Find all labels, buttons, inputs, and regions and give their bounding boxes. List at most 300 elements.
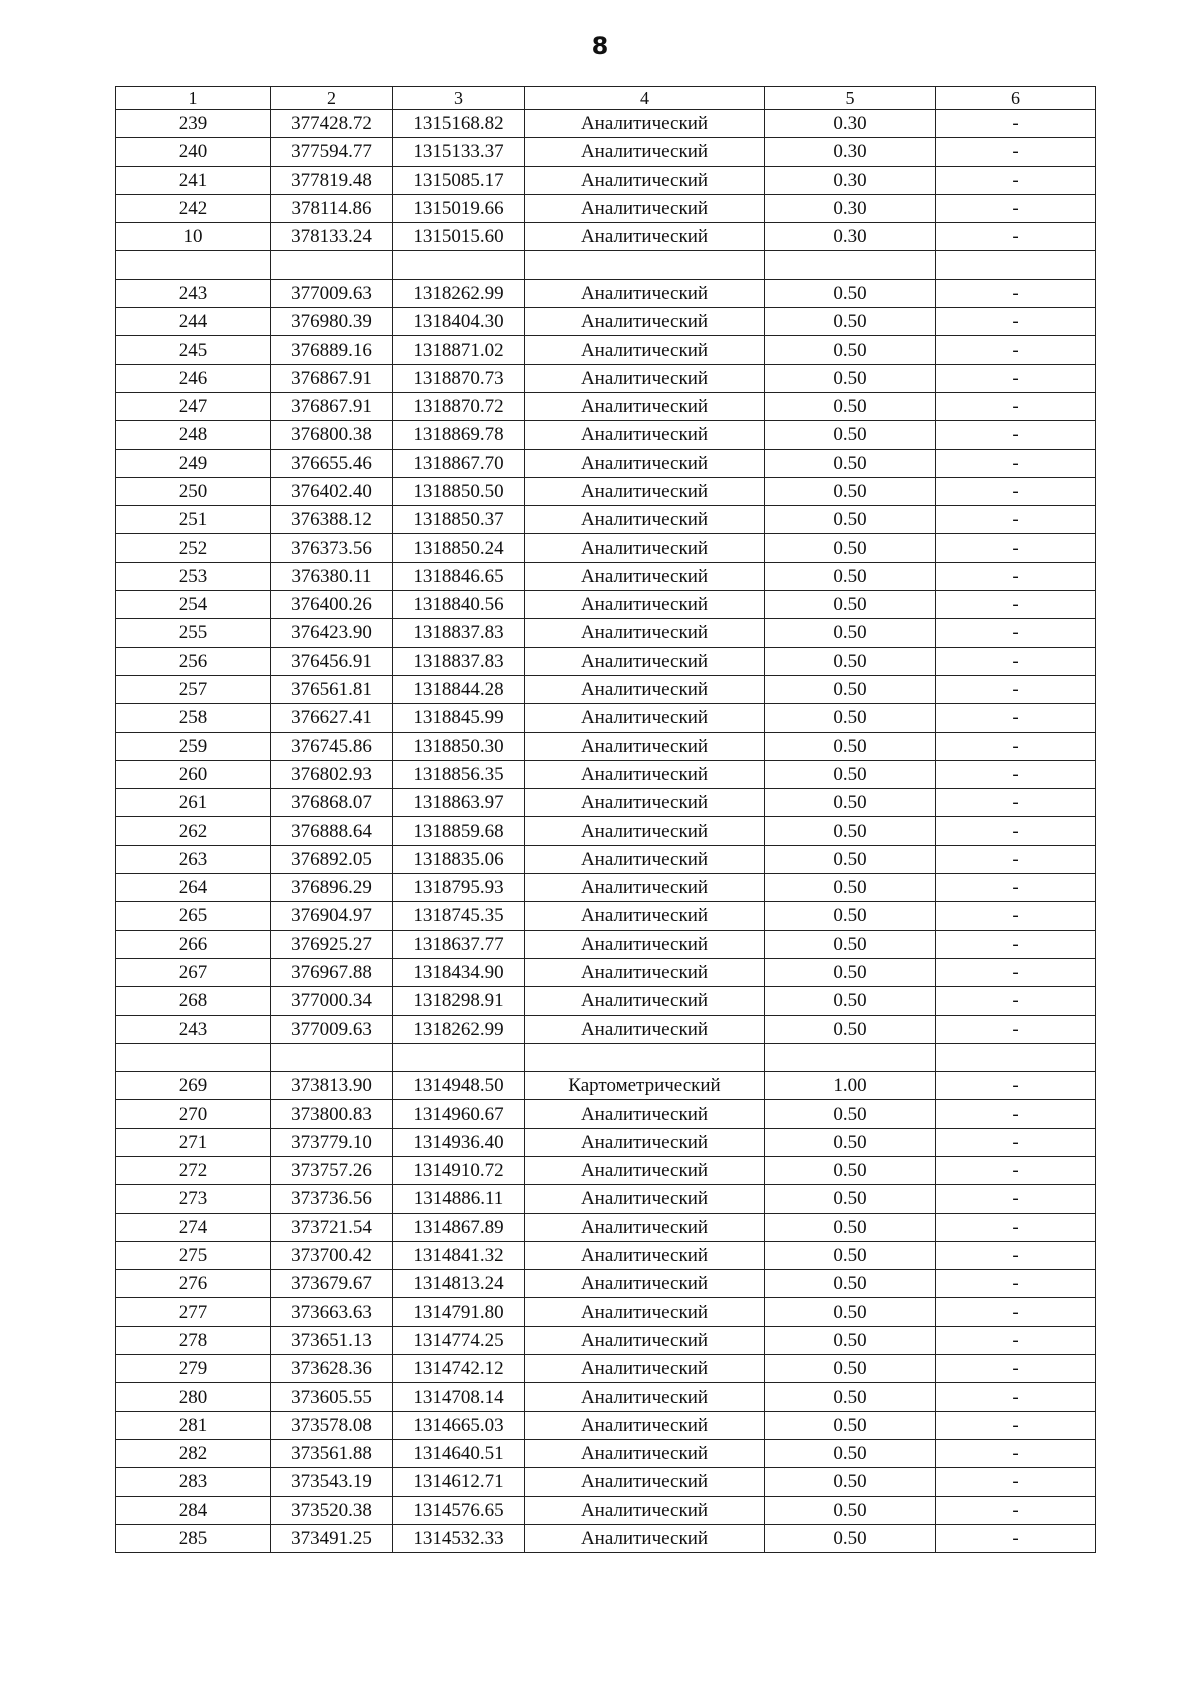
cell-coord-x: 376402.40 [271, 477, 393, 505]
cell-point-number: 281 [116, 1411, 271, 1439]
cell-point-number: 243 [116, 279, 271, 307]
cell-coord-y: 1314791.80 [393, 1298, 525, 1326]
table-row [116, 1355, 1096, 1383]
cell-coord-x: 376889.16 [271, 336, 393, 364]
cell-accuracy: 0.50 [765, 675, 936, 703]
cell-coord-y: 1314910.72 [393, 1156, 525, 1184]
cell-accuracy: 0.50 [765, 279, 936, 307]
cell-accuracy: 0.50 [765, 845, 936, 873]
cell-coord-y: 1314742.12 [393, 1355, 525, 1383]
table-row [116, 902, 1096, 930]
cell-note: - [936, 534, 1096, 562]
cell-method: Аналитический [525, 1439, 765, 1467]
cell-accuracy: 0.50 [765, 817, 936, 845]
cell-point-number: 278 [116, 1326, 271, 1354]
cell-coord-x: 373736.56 [271, 1185, 393, 1213]
page-number: 8 [591, 32, 609, 60]
cell-coord-x: 373543.19 [271, 1468, 393, 1496]
cell-method: Аналитический [525, 534, 765, 562]
cell-point-number: 251 [116, 506, 271, 534]
cell-accuracy: 0.50 [765, 534, 936, 562]
cell-coord-x: 376423.90 [271, 619, 393, 647]
cell-coord-y: 1318859.68 [393, 817, 525, 845]
table-row [116, 1496, 1096, 1524]
cell-point-number: 241 [116, 166, 271, 194]
table-row [116, 166, 1096, 194]
cell-coord-x: 376925.27 [271, 930, 393, 958]
cell-method: Аналитический [525, 223, 765, 251]
cell-note: - [936, 336, 1096, 364]
cell-note: - [936, 477, 1096, 505]
cell-coord-y: 1314640.51 [393, 1439, 525, 1467]
cell-accuracy: 0.30 [765, 110, 936, 138]
table-row [116, 874, 1096, 902]
cell-point-number: 240 [116, 138, 271, 166]
cell-coord-x: 378133.24 [271, 223, 393, 251]
cell-method: Аналитический [525, 1355, 765, 1383]
cell-accuracy: 0.50 [765, 930, 936, 958]
cell-coord-y: 1314936.40 [393, 1128, 525, 1156]
cell-coord-y: 1314576.65 [393, 1496, 525, 1524]
cell-coord-x: 376655.46 [271, 449, 393, 477]
cell-accuracy: 0.50 [765, 1468, 936, 1496]
cell-point-number: 239 [116, 110, 271, 138]
cell-coord-y: 1318837.83 [393, 647, 525, 675]
cell-coord-x: 373757.26 [271, 1156, 393, 1184]
cell-note: - [936, 845, 1096, 873]
cell-coord-x [271, 251, 393, 279]
cell-note: - [936, 506, 1096, 534]
cell-coord-y: 1318298.91 [393, 987, 525, 1015]
cell-accuracy: 0.50 [765, 336, 936, 364]
cell-note: - [936, 817, 1096, 845]
cell-coord-x: 376896.29 [271, 874, 393, 902]
cell-note: - [936, 1156, 1096, 1184]
cell-coord-y: 1318434.90 [393, 958, 525, 986]
header-col-1: 1 [116, 87, 271, 110]
cell-note: - [936, 1524, 1096, 1552]
cell-coord-y [393, 1043, 525, 1071]
cell-coord-y: 1318863.97 [393, 789, 525, 817]
cell-coord-y: 1318745.35 [393, 902, 525, 930]
table-row [116, 958, 1096, 986]
cell-coord-x: 377819.48 [271, 166, 393, 194]
cell-note [936, 251, 1096, 279]
header-col-2: 2 [271, 87, 393, 110]
cell-point-number: 244 [116, 308, 271, 336]
table-row [116, 477, 1096, 505]
table-row [116, 591, 1096, 619]
cell-note: - [936, 704, 1096, 732]
cell-note: - [936, 619, 1096, 647]
cell-note: - [936, 958, 1096, 986]
table-row [116, 1298, 1096, 1326]
cell-method: Аналитический [525, 1270, 765, 1298]
cell-coord-x: 376904.97 [271, 902, 393, 930]
table-header-row [116, 87, 1096, 110]
cell-note: - [936, 138, 1096, 166]
cell-accuracy: 0.50 [765, 1156, 936, 1184]
cell-coord-x: 373721.54 [271, 1213, 393, 1241]
cell-accuracy: 0.50 [765, 1524, 936, 1552]
table-row [116, 1015, 1096, 1043]
cell-coord-x [271, 1043, 393, 1071]
cell-accuracy: 0.50 [765, 647, 936, 675]
cell-point-number: 253 [116, 562, 271, 590]
cell-method: Аналитический [525, 958, 765, 986]
cell-coord-x: 376967.88 [271, 958, 393, 986]
cell-coord-y: 1314813.24 [393, 1270, 525, 1298]
cell-method: Аналитический [525, 1524, 765, 1552]
table-row [116, 1270, 1096, 1298]
cell-note: - [936, 1185, 1096, 1213]
cell-method: Аналитический [525, 1298, 765, 1326]
cell-point-number: 252 [116, 534, 271, 562]
cell-coord-x: 373700.42 [271, 1241, 393, 1269]
table-row [116, 1185, 1096, 1213]
cell-method: Аналитический [525, 506, 765, 534]
cell-coord-y: 1315085.17 [393, 166, 525, 194]
cell-coord-y: 1318837.83 [393, 619, 525, 647]
cell-point-number: 274 [116, 1213, 271, 1241]
cell-coord-y: 1314532.33 [393, 1524, 525, 1552]
cell-point-number: 275 [116, 1241, 271, 1269]
cell-coord-y: 1314886.11 [393, 1185, 525, 1213]
table-row [116, 619, 1096, 647]
cell-note: - [936, 1298, 1096, 1326]
cell-method [525, 251, 765, 279]
cell-accuracy: 0.50 [765, 874, 936, 902]
table-row [116, 1468, 1096, 1496]
cell-method: Аналитический [525, 675, 765, 703]
cell-coord-x: 376745.86 [271, 732, 393, 760]
cell-coord-y: 1315133.37 [393, 138, 525, 166]
header-col-4: 4 [525, 87, 765, 110]
cell-coord-y: 1318850.37 [393, 506, 525, 534]
cell-coord-x: 373679.67 [271, 1270, 393, 1298]
table-row [116, 760, 1096, 788]
cell-coord-y: 1315019.66 [393, 194, 525, 222]
cell-accuracy: 0.50 [765, 562, 936, 590]
cell-point-number [116, 1043, 271, 1071]
table-row [116, 987, 1096, 1015]
cell-point-number: 249 [116, 449, 271, 477]
cell-note: - [936, 789, 1096, 817]
cell-method: Аналитический [525, 930, 765, 958]
table-row [116, 534, 1096, 562]
cell-accuracy: 0.50 [765, 449, 936, 477]
table-body [116, 110, 1096, 1553]
cell-coord-x: 376380.11 [271, 562, 393, 590]
cell-method: Аналитический [525, 308, 765, 336]
cell-coord-y: 1318846.65 [393, 562, 525, 590]
cell-point-number: 282 [116, 1439, 271, 1467]
cell-method: Аналитический [525, 449, 765, 477]
cell-coord-x: 376868.07 [271, 789, 393, 817]
cell-note: - [936, 1439, 1096, 1467]
cell-point-number: 258 [116, 704, 271, 732]
cell-accuracy: 0.30 [765, 223, 936, 251]
cell-note: - [936, 223, 1096, 251]
cell-method: Аналитический [525, 732, 765, 760]
cell-note: - [936, 194, 1096, 222]
table-row [116, 110, 1096, 138]
cell-accuracy: 0.50 [765, 392, 936, 420]
cell-coord-y: 1318850.24 [393, 534, 525, 562]
cell-method: Аналитический [525, 1100, 765, 1128]
cell-coord-x: 377428.72 [271, 110, 393, 138]
cell-method: Аналитический [525, 619, 765, 647]
table-row [116, 364, 1096, 392]
cell-point-number: 283 [116, 1468, 271, 1496]
cell-coord-y: 1318856.35 [393, 760, 525, 788]
cell-coord-x: 373578.08 [271, 1411, 393, 1439]
cell-accuracy: 0.50 [765, 1015, 936, 1043]
table-row [116, 1156, 1096, 1184]
cell-accuracy: 0.50 [765, 704, 936, 732]
cell-coord-y: 1315168.82 [393, 110, 525, 138]
cell-coord-y: 1314612.71 [393, 1468, 525, 1496]
cell-accuracy: 0.50 [765, 1326, 936, 1354]
cell-coord-y: 1318850.50 [393, 477, 525, 505]
cell-method: Аналитический [525, 1468, 765, 1496]
cell-accuracy: 0.50 [765, 1383, 936, 1411]
cell-note: - [936, 279, 1096, 307]
table-row [116, 1439, 1096, 1467]
table-row [116, 308, 1096, 336]
cell-coord-x: 376373.56 [271, 534, 393, 562]
cell-method: Аналитический [525, 1156, 765, 1184]
cell-accuracy: 0.50 [765, 591, 936, 619]
cell-point-number: 279 [116, 1355, 271, 1383]
cell-method: Аналитический [525, 591, 765, 619]
cell-accuracy: 0.50 [765, 789, 936, 817]
cell-method: Аналитический [525, 1241, 765, 1269]
table-row [116, 1383, 1096, 1411]
table-row [116, 336, 1096, 364]
cell-point-number: 273 [116, 1185, 271, 1213]
table-row [116, 138, 1096, 166]
coordinates-table [115, 86, 1096, 1553]
cell-point-number: 243 [116, 1015, 271, 1043]
table-row [116, 675, 1096, 703]
cell-note: - [936, 1468, 1096, 1496]
cell-accuracy: 0.50 [765, 902, 936, 930]
cell-method: Аналитический [525, 647, 765, 675]
table-row [116, 562, 1096, 590]
cell-coord-y [393, 251, 525, 279]
cell-coord-y: 1318869.78 [393, 421, 525, 449]
cell-coord-x: 376888.64 [271, 817, 393, 845]
cell-note: - [936, 1411, 1096, 1439]
cell-coord-y: 1318845.99 [393, 704, 525, 732]
cell-coord-x: 376867.91 [271, 364, 393, 392]
cell-method: Аналитический [525, 1326, 765, 1354]
cell-note: - [936, 874, 1096, 902]
cell-coord-x: 376892.05 [271, 845, 393, 873]
cell-note: - [936, 732, 1096, 760]
cell-point-number: 264 [116, 874, 271, 902]
cell-note: - [936, 449, 1096, 477]
cell-coord-y: 1318844.28 [393, 675, 525, 703]
cell-accuracy: 0.50 [765, 1411, 936, 1439]
cell-accuracy: 0.50 [765, 760, 936, 788]
cell-method: Аналитический [525, 1383, 765, 1411]
cell-coord-y: 1318870.73 [393, 364, 525, 392]
cell-method: Аналитический [525, 392, 765, 420]
cell-method: Аналитический [525, 845, 765, 873]
cell-coord-x: 373491.25 [271, 1524, 393, 1552]
cell-note: - [936, 930, 1096, 958]
cell-coord-x: 376800.38 [271, 421, 393, 449]
cell-accuracy: 0.50 [765, 1185, 936, 1213]
cell-accuracy: 0.50 [765, 421, 936, 449]
cell-point-number: 276 [116, 1270, 271, 1298]
cell-accuracy: 0.50 [765, 732, 936, 760]
cell-accuracy: 0.50 [765, 1213, 936, 1241]
cell-coord-y: 1314841.32 [393, 1241, 525, 1269]
cell-coord-x: 377009.63 [271, 1015, 393, 1043]
cell-point-number: 267 [116, 958, 271, 986]
cell-accuracy: 0.50 [765, 958, 936, 986]
cell-point-number: 268 [116, 987, 271, 1015]
table-row [116, 647, 1096, 675]
cell-method: Аналитический [525, 704, 765, 732]
cell-accuracy [765, 1043, 936, 1071]
cell-coord-x: 373561.88 [271, 1439, 393, 1467]
cell-point-number: 242 [116, 194, 271, 222]
table-row [116, 817, 1096, 845]
cell-coord-y: 1318795.93 [393, 874, 525, 902]
cell-point-number: 280 [116, 1383, 271, 1411]
cell-coord-y: 1318867.70 [393, 449, 525, 477]
cell-method: Аналитический [525, 760, 765, 788]
cell-accuracy: 0.50 [765, 477, 936, 505]
cell-method: Аналитический [525, 1015, 765, 1043]
cell-point-number: 261 [116, 789, 271, 817]
cell-coord-y: 1314867.89 [393, 1213, 525, 1241]
cell-point-number: 263 [116, 845, 271, 873]
cell-method: Аналитический [525, 166, 765, 194]
cell-method: Аналитический [525, 874, 765, 902]
cell-point-number: 10 [116, 223, 271, 251]
cell-coord-y: 1314774.25 [393, 1326, 525, 1354]
cell-coord-x: 373605.55 [271, 1383, 393, 1411]
cell-point-number: 246 [116, 364, 271, 392]
header-col-5: 5 [765, 87, 936, 110]
cell-coord-x: 376561.81 [271, 675, 393, 703]
cell-point-number: 256 [116, 647, 271, 675]
cell-note: - [936, 1072, 1096, 1100]
cell-point-number [116, 251, 271, 279]
table-row [116, 704, 1096, 732]
cell-accuracy: 0.30 [765, 138, 936, 166]
cell-coord-x: 373628.36 [271, 1355, 393, 1383]
cell-coord-x: 376802.93 [271, 760, 393, 788]
header-col-6: 6 [936, 87, 1096, 110]
cell-method: Аналитический [525, 562, 765, 590]
cell-point-number: 259 [116, 732, 271, 760]
cell-accuracy: 0.50 [765, 619, 936, 647]
cell-coord-y: 1318835.06 [393, 845, 525, 873]
cell-accuracy: 0.50 [765, 1496, 936, 1524]
cell-method: Аналитический [525, 279, 765, 307]
table-row [116, 1411, 1096, 1439]
cell-note: - [936, 364, 1096, 392]
cell-coord-x: 377009.63 [271, 279, 393, 307]
cell-note: - [936, 675, 1096, 703]
cell-accuracy: 0.50 [765, 1270, 936, 1298]
cell-point-number: 260 [116, 760, 271, 788]
cell-point-number: 271 [116, 1128, 271, 1156]
table-row [116, 1072, 1096, 1100]
table-row [116, 1241, 1096, 1269]
cell-coord-x: 376456.91 [271, 647, 393, 675]
cell-coord-x: 373651.13 [271, 1326, 393, 1354]
cell-coord-x: 376388.12 [271, 506, 393, 534]
cell-accuracy: 0.50 [765, 1128, 936, 1156]
cell-accuracy: 0.30 [765, 166, 936, 194]
cell-coord-x: 373800.83 [271, 1100, 393, 1128]
cell-note: - [936, 1015, 1096, 1043]
cell-point-number: 250 [116, 477, 271, 505]
cell-method: Аналитический [525, 336, 765, 364]
cell-coord-x: 373813.90 [271, 1072, 393, 1100]
cell-point-number: 285 [116, 1524, 271, 1552]
cell-note: - [936, 1100, 1096, 1128]
header-col-3: 3 [393, 87, 525, 110]
table-row [116, 223, 1096, 251]
cell-method: Аналитический [525, 421, 765, 449]
table-row [116, 251, 1096, 279]
cell-method: Аналитический [525, 1213, 765, 1241]
cell-method: Аналитический [525, 477, 765, 505]
cell-note: - [936, 1383, 1096, 1411]
cell-note: - [936, 1496, 1096, 1524]
cell-coord-y: 1314708.14 [393, 1383, 525, 1411]
table-row [116, 1524, 1096, 1552]
cell-point-number: 265 [116, 902, 271, 930]
cell-note: - [936, 1128, 1096, 1156]
table-row [116, 1100, 1096, 1128]
cell-coord-x: 373779.10 [271, 1128, 393, 1156]
cell-coord-x: 373663.63 [271, 1298, 393, 1326]
cell-accuracy: 1.00 [765, 1072, 936, 1100]
cell-accuracy: 0.50 [765, 1241, 936, 1269]
cell-point-number: 257 [116, 675, 271, 703]
table-row [116, 392, 1096, 420]
table-row [116, 1326, 1096, 1354]
cell-point-number: 248 [116, 421, 271, 449]
cell-method: Аналитический [525, 1496, 765, 1524]
cell-coord-y: 1314960.67 [393, 1100, 525, 1128]
cell-coord-y: 1315015.60 [393, 223, 525, 251]
cell-note: - [936, 110, 1096, 138]
cell-note: - [936, 421, 1096, 449]
table-row [116, 930, 1096, 958]
cell-coord-x: 377000.34 [271, 987, 393, 1015]
cell-coord-y: 1318850.30 [393, 732, 525, 760]
cell-coord-y: 1318870.72 [393, 392, 525, 420]
table-row [116, 1128, 1096, 1156]
cell-coord-y: 1318262.99 [393, 279, 525, 307]
cell-accuracy: 0.50 [765, 1355, 936, 1383]
cell-accuracy: 0.50 [765, 506, 936, 534]
cell-accuracy: 0.50 [765, 364, 936, 392]
table-row [116, 789, 1096, 817]
table-row [116, 732, 1096, 760]
cell-point-number: 255 [116, 619, 271, 647]
